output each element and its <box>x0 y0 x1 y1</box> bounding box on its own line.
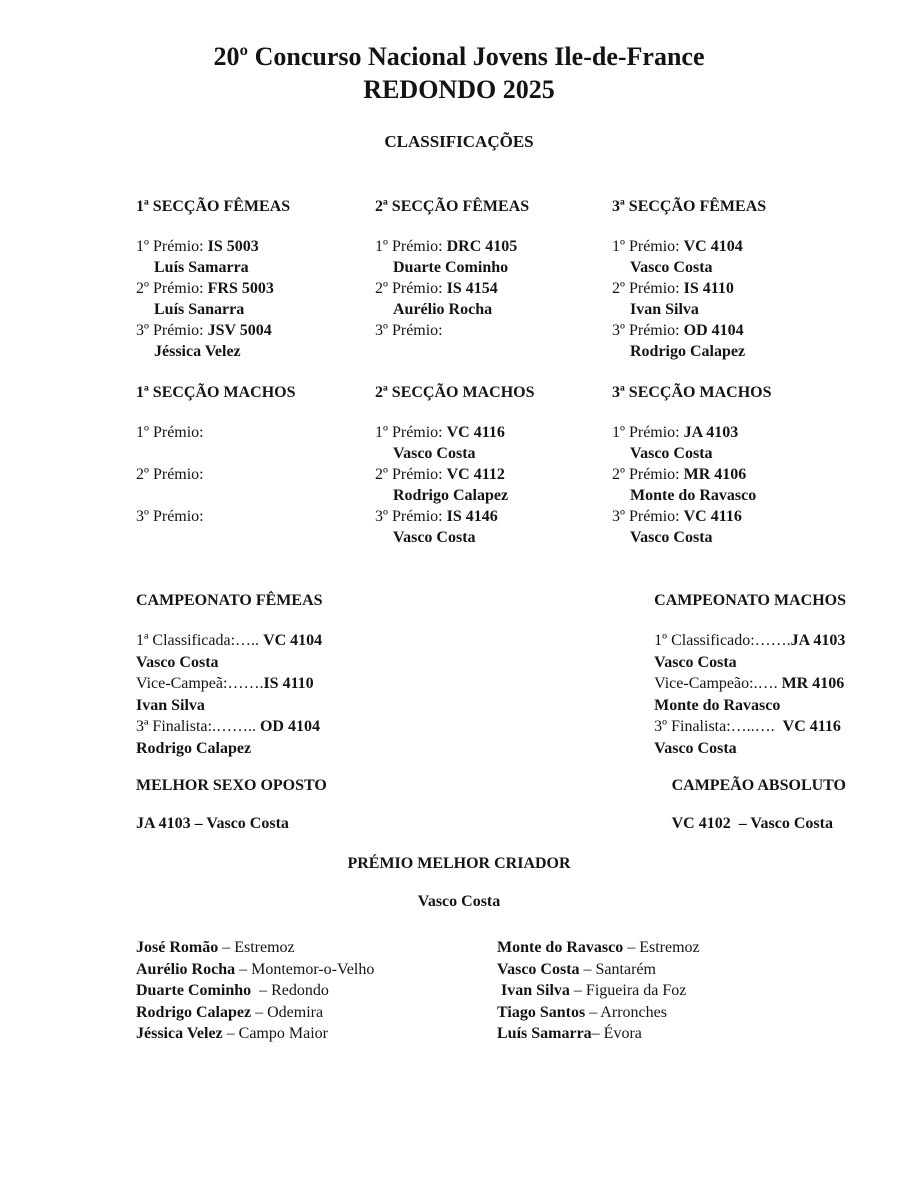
championship-code: IS 4110 <box>263 675 314 692</box>
breeders-column-left <box>136 937 497 1045</box>
prize-winner-name <box>136 443 375 464</box>
breeder-location: – Évora <box>591 1025 642 1042</box>
prize-winner-name: Rodrigo Calapez <box>393 487 509 504</box>
prize-code: VC 4104 <box>683 238 743 255</box>
section-machos-1 <box>136 384 375 548</box>
breeder-name: Ivan Silva <box>497 982 570 999</box>
breeder-name: Vasco Costa <box>497 960 580 978</box>
section-machos-2 <box>375 384 612 548</box>
prize-label: 3º Prémio: <box>136 322 208 339</box>
prize-code: JA 4103 <box>683 424 739 441</box>
championship-code: VC 4104 <box>263 632 323 649</box>
prize-winner-name <box>375 341 612 362</box>
prize-winner-name: Vasco Costa <box>630 259 713 276</box>
breeder-item <box>497 937 700 959</box>
prize-line <box>612 506 848 527</box>
breeder-location: – Campo Maior <box>222 1025 328 1042</box>
breeder-item <box>136 959 497 981</box>
prize-code: IS 4110 <box>683 280 734 297</box>
breeder-name: Rodrigo Calapez <box>136 1003 252 1021</box>
championship-label: Vice-Campeão:.…. <box>654 675 782 692</box>
prize-line <box>375 506 612 527</box>
breeder-item <box>136 1002 497 1024</box>
breeder-name: Jéssica Velez <box>136 1025 223 1042</box>
section-heading: 2ª SECÇÃO FÊMEAS <box>375 198 530 215</box>
document-title-line2: REDONDO 2025 <box>363 75 555 104</box>
prize-winner-name: Ivan Silva <box>630 301 699 318</box>
prize-label: 1º Prémio: <box>612 424 684 441</box>
prize-label: 3º Prémio: <box>612 508 684 525</box>
prize-winner-name: Luís Sanarra <box>154 301 245 318</box>
prize-label: 3º Prémio: <box>136 508 208 525</box>
prize-line <box>375 236 612 257</box>
prize-label: 1º Prémio: <box>136 238 208 255</box>
prize-line <box>375 422 612 443</box>
breeder-name: Tiago Santos <box>497 1003 586 1021</box>
championship-code: MR 4106 <box>781 675 845 692</box>
prize-label: 1º Prémio: <box>375 424 447 441</box>
breeder-item <box>497 1023 700 1045</box>
breeder-name: José Romão <box>136 939 219 956</box>
prize-line <box>136 320 375 341</box>
breeder-name: Luís Samarra <box>497 1025 592 1042</box>
prize-code: FRS 5003 <box>207 280 274 297</box>
prize-line <box>136 236 375 257</box>
prize-label: 1º Prémio: <box>136 424 208 441</box>
championship-line <box>136 630 323 652</box>
breeder-item <box>136 937 497 959</box>
prize-label: 2º Prémio: <box>375 466 447 483</box>
prize-line <box>136 278 375 299</box>
prize-winner-name: Vasco Costa <box>393 445 476 462</box>
breeder-location: – Figueira da Foz <box>569 982 687 999</box>
championship-winner-name: Vasco Costa <box>136 653 219 671</box>
prize-winner-name <box>136 527 375 548</box>
prize-code: OD 4104 <box>683 322 744 339</box>
championship-heading: CAMPEONATO FÊMEAS <box>136 592 323 609</box>
breeders-column-right <box>497 937 700 1045</box>
prize-label: 1º Prémio: <box>375 238 447 255</box>
section-heading: 2ª SECÇÃO MACHOS <box>375 384 535 401</box>
championship-label: 1ª Classificada:….. <box>136 632 264 649</box>
prize-line <box>612 422 848 443</box>
breeder-item <box>497 980 700 1002</box>
prize-code: JSV 5004 <box>207 322 272 339</box>
prize-label: 2º Prémio: <box>136 466 208 483</box>
championship-machos <box>654 592 846 759</box>
championship-code: JA 4103 <box>790 632 846 649</box>
prize-winner-name: Rodrigo Calapez <box>630 343 746 360</box>
prize-code: VC 4116 <box>683 508 742 525</box>
prize-winner-name: Luís Samarra <box>154 259 249 276</box>
breeder-item <box>497 959 700 981</box>
prize-line <box>136 464 375 485</box>
special-awards-row <box>136 777 846 833</box>
award-absolute-champion <box>672 777 846 833</box>
breeder-name: Aurélio Rocha <box>136 960 236 978</box>
championship-code: OD 4104 <box>259 718 320 735</box>
prize-winner-name: Aurélio Rocha <box>393 301 493 318</box>
prize-winner-name: Vasco Costa <box>393 529 476 546</box>
championship-line <box>654 630 846 652</box>
championship-label: 3ª Finalista:.…….. <box>136 718 260 735</box>
prize-label: 2º Prémio: <box>136 280 208 297</box>
classifications-heading: CLASSIFICAÇÕES <box>384 132 534 151</box>
championship-winner-name: Ivan Silva <box>136 696 205 714</box>
prize-label: 3º Prémio: <box>612 322 684 339</box>
prize-line <box>375 320 612 341</box>
breeder-item <box>136 1023 497 1045</box>
championship-label: 3º Finalista:…..…. <box>654 718 783 735</box>
championship-winner-name: Monte do Ravasco <box>654 696 781 714</box>
section-heading: 3ª SECÇÃO MACHOS <box>612 384 772 401</box>
prize-label: 3º Prémio: <box>375 322 447 339</box>
championship-line <box>136 716 323 738</box>
prize-code: IS 4146 <box>446 508 498 525</box>
prize-line <box>136 422 375 443</box>
prize-line <box>136 506 375 527</box>
prize-winner-name: Jéssica Velez <box>154 343 241 360</box>
prize-code: IS 5003 <box>207 238 259 255</box>
championships-row <box>136 592 846 759</box>
document-title-line1: 20º Concurso Nacional Jovens Ile-de-France <box>213 42 705 71</box>
section-femeas-2 <box>375 198 612 362</box>
section-heading: 1ª SECÇÃO MACHOS <box>136 384 296 401</box>
breeder-location: – Arronches <box>585 1003 667 1021</box>
section-femeas-1 <box>136 198 375 362</box>
breeder-location: – Montemor-o-Velho <box>235 960 375 978</box>
championship-heading: CAMPEONATO MACHOS <box>654 592 846 609</box>
breeder-item <box>497 1002 700 1024</box>
prize-code: VC 4112 <box>446 466 505 483</box>
prize-line <box>375 464 612 485</box>
section-machos-3 <box>612 384 848 548</box>
section-femeas-3 <box>612 198 848 362</box>
breeder-location: – Odemira <box>251 1003 324 1021</box>
prize-label: 1º Prémio: <box>612 238 684 255</box>
award-heading: MELHOR SEXO OPOSTO <box>136 777 327 794</box>
breeder-location: – Estremoz <box>623 939 700 956</box>
sections-grid <box>136 198 848 548</box>
prize-winner-name <box>136 485 375 506</box>
breeder-item <box>136 980 497 1002</box>
award-heading: CAMPEÃO ABSOLUTO <box>671 777 846 794</box>
section-heading: 1ª SECÇÃO FÊMEAS <box>136 198 291 215</box>
championship-winner-name: Vasco Costa <box>654 653 737 671</box>
prize-winner-name: Vasco Costa <box>630 529 713 546</box>
prize-code: VC 4116 <box>446 424 505 441</box>
prize-label: 2º Prémio: <box>612 280 684 297</box>
award-value: JA 4103 – Vasco Costa <box>136 815 289 832</box>
prize-label: 2º Prémio: <box>612 466 684 483</box>
championship-femeas <box>136 592 323 759</box>
prize-line <box>612 278 848 299</box>
prize-code: DRC 4105 <box>446 238 518 255</box>
prize-line <box>612 464 848 485</box>
prize-line <box>375 278 612 299</box>
championship-line <box>654 673 846 695</box>
best-breeder-winner: Vasco Costa <box>417 893 501 910</box>
prize-label: 2º Prémio: <box>375 280 447 297</box>
prize-line <box>612 320 848 341</box>
championship-line <box>136 673 323 695</box>
championship-winner-name: Rodrigo Calapez <box>136 739 252 757</box>
prize-winner-name: Monte do Ravasco <box>630 487 757 504</box>
award-value: VC 4102 – Vasco Costa <box>671 815 833 832</box>
section-heading: 3ª SECÇÃO FÊMEAS <box>612 198 767 215</box>
breeder-name: Duarte Cominho <box>136 982 252 999</box>
breeder-name: Monte do Ravasco <box>497 939 624 956</box>
championship-winner-name: Vasco Costa <box>654 739 737 757</box>
prize-code: MR 4106 <box>683 466 747 483</box>
breeder-location: – Estremoz <box>218 939 295 956</box>
prize-winner-name: Vasco Costa <box>630 445 713 462</box>
breeder-location: – Santarém <box>579 960 656 978</box>
prize-line <box>612 236 848 257</box>
prize-winner-name: Duarte Cominho <box>393 259 509 276</box>
championship-label: Vice-Campeã:……. <box>136 675 264 692</box>
breeders-list <box>136 937 918 1045</box>
championship-line <box>654 716 846 738</box>
document-title <box>0 0 918 106</box>
best-breeder-heading: PRÉMIO MELHOR CRIADOR <box>347 855 571 872</box>
prize-label: 3º Prémio: <box>375 508 447 525</box>
award-best-opposite-sex <box>136 777 327 833</box>
prize-code: IS 4154 <box>446 280 498 297</box>
breeder-location: – Redondo <box>251 982 329 999</box>
championship-code: VC 4116 <box>782 718 841 735</box>
championship-label: 1º Classificado:……. <box>654 632 791 649</box>
